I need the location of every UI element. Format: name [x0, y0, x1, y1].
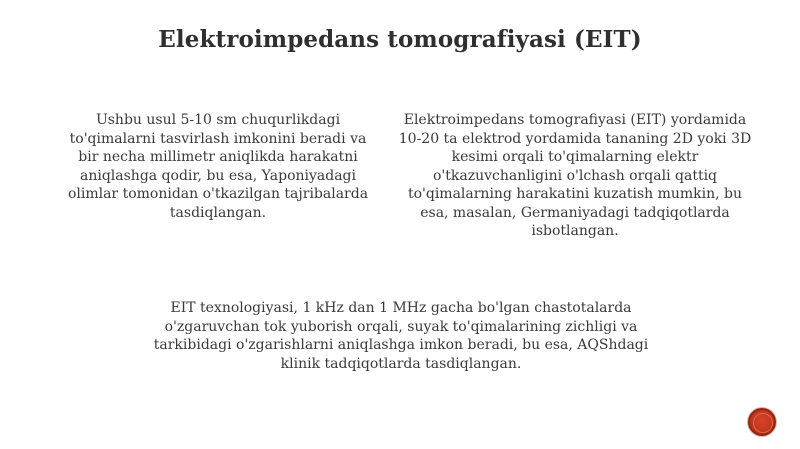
next-slide-button[interactable] — [748, 408, 776, 436]
slide-title: Elektroimpedans tomografiyasi (EIT) — [158, 26, 642, 53]
paragraph-right: Elektroimpedans tomografiyasi (EIT) yordamida 10-20 ta elektrod yordamida tananing 2D yoki 3D kesimi orqali to'qimalarning elektr o'tkazuvchanligini o'lchash orqali qattiq to'qimalarning harakatini kuzatish mumkin, bu esa, masalan, Germaniyadagi tadqiqotlarda isbotlangan. — [398, 112, 752, 239]
paragraph-left: Ushbu usul 5-10 sm chuqurlikdagi to'qimalarni tasvirlash imkonini beradi va bir necha millimetr aniqlikda harakatni aniqlashga qodir, bu esa, Yaponiyadagi olimlar tomonidan o'tkazilgan tajribalarda tasdiqlangan. — [67, 112, 369, 221]
circle-button-icon — [753, 413, 773, 433]
paragraph-bottom: EIT texnologiyasi, 1 kHz dan 1 MHz gacha bo'lgan chastotalarda o'zgaruvchan tok yuborish orqali, suyak to'qimalarining zichligi va tarkibidagi o'zgarishlarni aniqlashga imkon beradi, bu esa, AQShdagi klinik tadqiqotlarda tasdiqlangan. — [153, 300, 649, 372]
